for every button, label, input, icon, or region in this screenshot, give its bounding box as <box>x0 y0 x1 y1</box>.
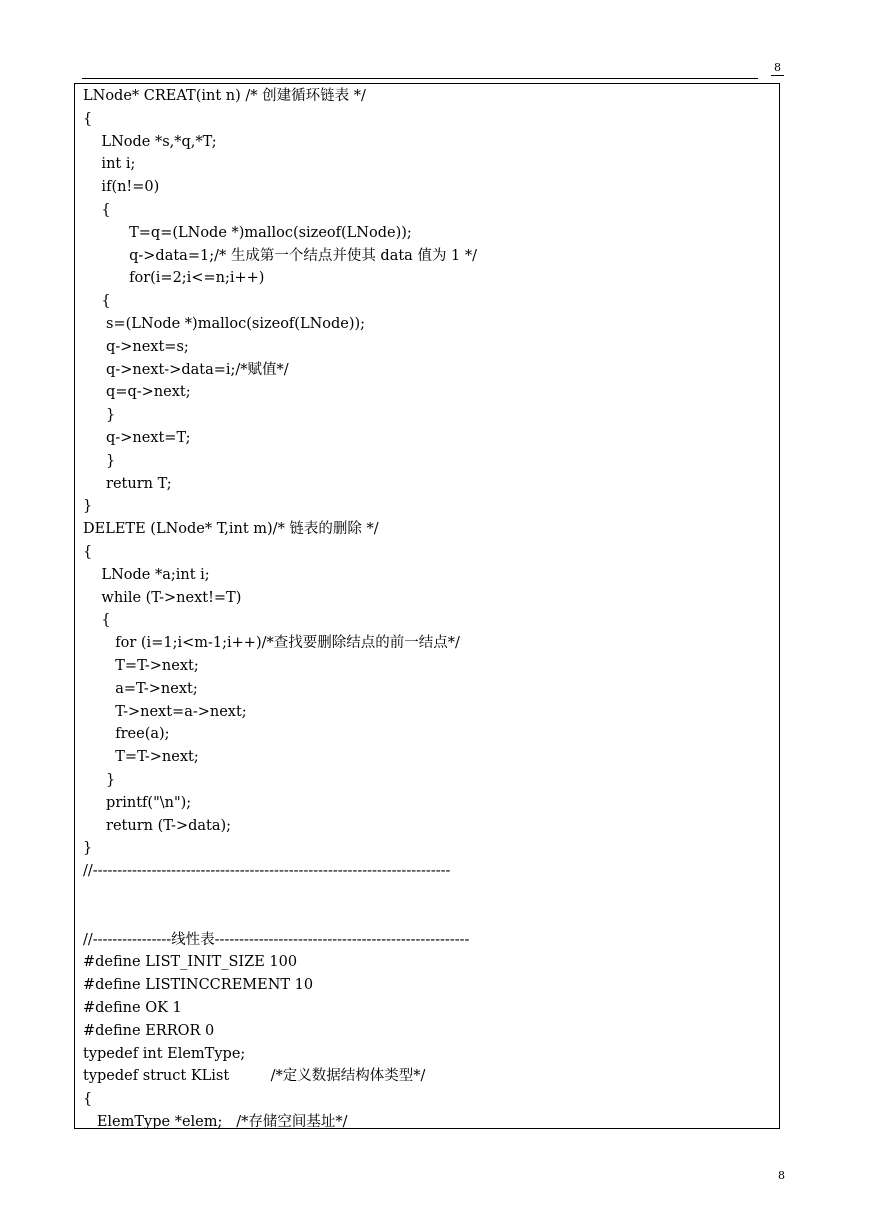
footer-page-number: 8 <box>778 1169 785 1182</box>
code-line: LNode* CREAT(int n) /* 创建循环链表 */ <box>83 88 366 104</box>
code-line: for (i=1;i<m-1;i++)/*查找要删除结点的前一结点*/ <box>83 635 460 652</box>
code-line: LNode *a;int i; <box>83 566 210 583</box>
code-line: while (T->next!=T) <box>83 589 242 606</box>
code-line: q=q->next; <box>83 384 191 401</box>
code-line: { <box>83 293 111 310</box>
code-line: T=T->next; <box>83 658 199 674</box>
code-line: //------------------------------------------------------------------------- <box>83 863 451 880</box>
code-line: printf("\n"); <box>83 794 192 811</box>
code-line: { <box>83 202 111 218</box>
code-line: q->data=1;/* 生成第一个结点并使其 data 值为 1 */ <box>83 247 478 264</box>
code-line: typedef int ElemType; <box>83 1045 246 1062</box>
code-line: if(n!=0) <box>83 179 160 196</box>
code-line: int i; <box>83 156 136 173</box>
code-line: typedef struct KList /*定义数据结构体类型*/ <box>83 1068 426 1085</box>
code-line: ElemType *elem; /*存储空间基址*/ <box>83 1114 348 1129</box>
code-line: return T; <box>83 475 172 492</box>
code-line: q->next=T; <box>83 430 191 446</box>
code-line: s=(LNode *)malloc(sizeof(LNode)); <box>83 316 366 332</box>
code-line: } <box>83 407 116 424</box>
code-line: //----------------线性表---------------------------------------------------- <box>83 931 470 948</box>
code-line: } <box>83 840 93 857</box>
code-line: return (T->data); <box>83 817 232 834</box>
code-line: #define LIST_INIT_SIZE 100 <box>83 954 298 971</box>
code-line: } <box>83 452 116 469</box>
code-line: T=T->next; <box>83 749 199 766</box>
code-line: LNode *s,*q,*T; <box>83 133 217 150</box>
code-line: #define ERROR 0 <box>83 1022 215 1039</box>
code-line: { <box>83 544 93 560</box>
code-line: { <box>83 612 111 629</box>
code-listing-box <box>74 83 780 1129</box>
code-line: q->next=s; <box>83 338 189 355</box>
code-line: } <box>83 772 116 788</box>
code-line: a=T->next; <box>83 680 198 697</box>
code-line: q->next->data=i;/*赋值*/ <box>83 361 289 378</box>
code-line: for(i=2;i<=n;i++) <box>83 270 265 287</box>
header-page-number: 8 <box>771 62 784 76</box>
code-line: T->next=a->next; <box>83 703 247 720</box>
code-line: free(a); <box>83 726 170 743</box>
code-line: DELETE (LNode* T,int m)/* 链表的删除 */ <box>83 521 379 538</box>
code-line: #define OK 1 <box>83 1000 182 1016</box>
header-rule <box>82 78 758 79</box>
code-line: T=q=(LNode *)malloc(sizeof(LNode)); <box>83 224 412 241</box>
code-line: { <box>83 110 93 127</box>
code-line: } <box>83 498 93 515</box>
code-line: { <box>83 1091 93 1108</box>
code-line: #define LISTINCCREMENT 10 <box>83 977 314 994</box>
